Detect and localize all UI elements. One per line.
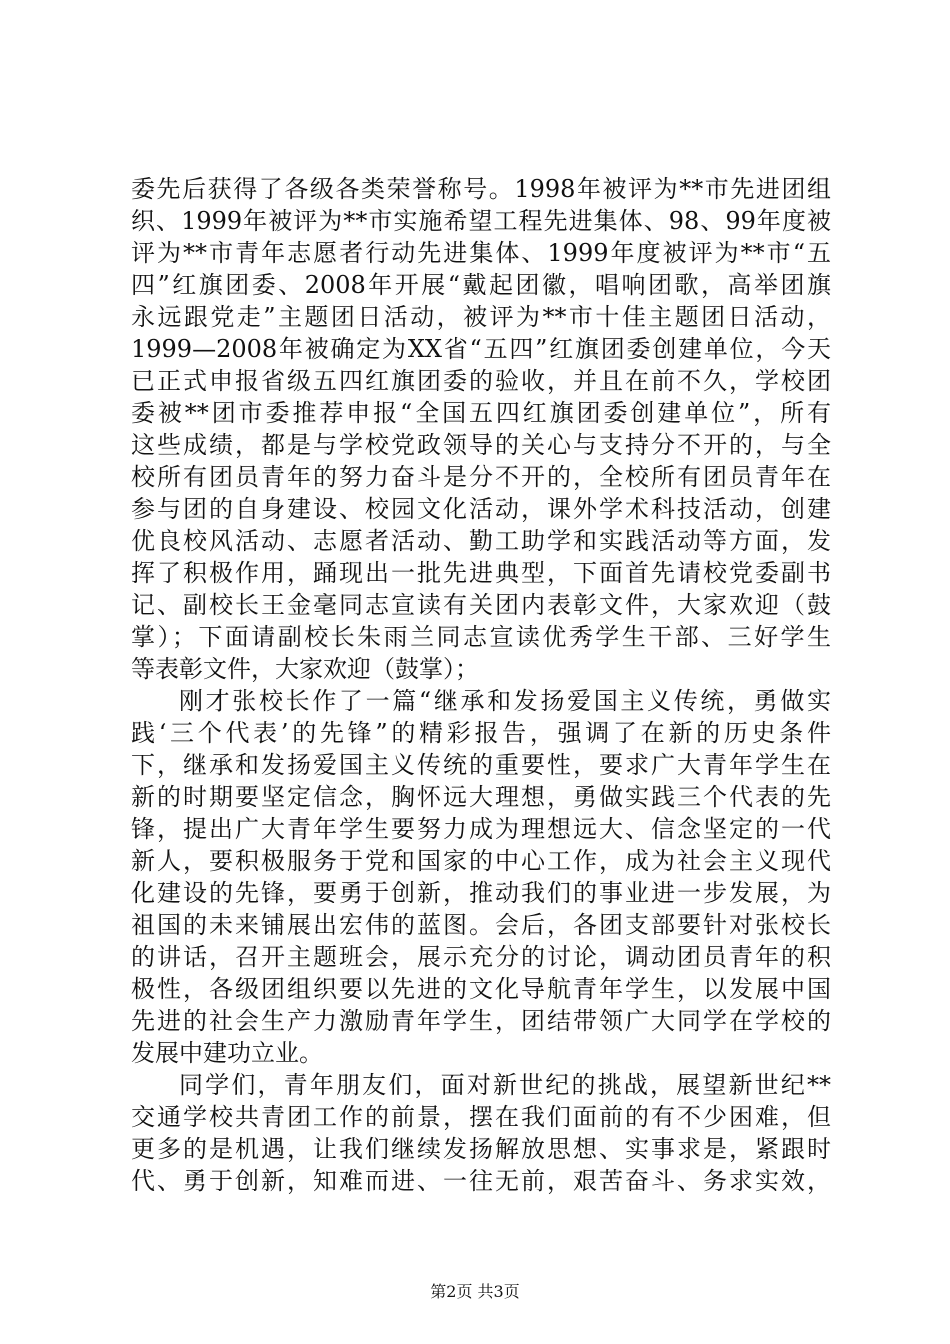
paragraph-3 — [131, 1069, 831, 1197]
text-line: 委被**团市委推荐申报“全国五四红旗团委创建单位”，所有 — [131, 399, 831, 427]
paragraph-2 — [131, 685, 831, 1069]
text-line: 的讲话，召开主题班会，展示充分的讨论，调动团员青年的积 — [131, 943, 831, 971]
body-text — [131, 173, 831, 1197]
text-line: 代、勇于创新，知难而进、一往无前，艰苦奋斗、务求实效， — [131, 1167, 831, 1195]
text-line: 发展中建功立业。 — [131, 1039, 323, 1067]
text-line: 极性，各级团组织要以先进的文化导航青年学生，以发展中国 — [131, 975, 831, 1003]
text-line: 这些成绩，都是与学校党政领导的关心与支持分不开的，与全 — [131, 431, 831, 459]
text-line: 交通学校共青团工作的前景，摆在我们面前的有不少困难，但 — [131, 1103, 831, 1131]
text-line: 锋，提出广大青年学生要努力成为理想远大、信念坚定的一代 — [131, 815, 831, 843]
text-line: 新人，要积极服务于党和国家的中心工作，成为社会主义现代 — [131, 847, 831, 875]
page-footer — [0, 1282, 950, 1302]
text-line: 织、1999年被评为**市实施希望工程先进集体、98、99年度被 — [131, 207, 831, 235]
text-line: 优良校风活动、志愿者活动、勤工助学和实践活动等方面，发 — [131, 527, 831, 555]
text-line: 同学们，青年朋友们，面对新世纪的挑战，展望新世纪** — [179, 1071, 831, 1099]
text-line: 掌）；下面请副校长朱雨兰同志宣读优秀学生干部、三好学生 — [131, 623, 831, 651]
text-line: 下，继承和发扬爱国主义传统的重要性，要求广大青年学生在 — [131, 751, 831, 779]
text-line: 更多的是机遇，让我们继续发扬解放思想、实事求是，紧跟时 — [131, 1135, 831, 1163]
text-line: 刚才张校长作了一篇“继承和发扬爱国主义传统，勇做实 — [179, 687, 831, 715]
text-line: 已正式申报省级五四红旗团委的验收，并且在前不久，学校团 — [131, 367, 831, 395]
text-line: 参与团的自身建设、校园文化活动，课外学术科技活动，创建 — [131, 495, 831, 523]
text-line: 四”红旗团委、2008年开展“戴起团徽，唱响团歌，高举团旗 — [131, 271, 831, 299]
text-line: 践‘三个代表’的先锋”的精彩报告，强调了在新的历史条件 — [131, 719, 831, 747]
page-number-label: 第2页 共3页 — [430, 1282, 520, 1301]
text-line: 校所有团员青年的努力奋斗是分不开的，全校所有团员青年在 — [131, 463, 831, 491]
text-line: 评为**市青年志愿者行动先进集体、1999年度被评为**市“五 — [131, 239, 831, 267]
text-line: 化建设的先锋，要勇于创新，推动我们的事业进一步发展，为 — [131, 879, 831, 907]
text-line: 祖国的未来铺展出宏伟的蓝图。会后，各团支部要针对张校长 — [131, 911, 831, 939]
text-line: 1999—2008年被确定为XX省“五四”红旗团委创建单位，今天 — [131, 335, 831, 363]
text-line: 等表彰文件，大家欢迎（鼓掌）； — [131, 655, 479, 683]
paragraph-1 — [131, 173, 831, 685]
text-line: 新的时期要坚定信念，胸怀远大理想，勇做实践三个代表的先 — [131, 783, 831, 811]
text-line: 挥了积极作用，踊现出一批先进典型，下面首先请校党委副书 — [131, 559, 831, 587]
text-line: 永远跟党走”主题团日活动，被评为**市十佳主题团日活动， — [131, 303, 831, 331]
text-line: 委先后获得了各级各类荣誉称号。1998年被评为**市先进团组 — [131, 175, 831, 203]
text-line: 先进的社会生产力激励青年学生，团结带领广大同学在学校的 — [131, 1007, 831, 1035]
text-line: 记、副校长王金毫同志宣读有关团内表彰文件，大家欢迎（鼓 — [131, 591, 831, 619]
